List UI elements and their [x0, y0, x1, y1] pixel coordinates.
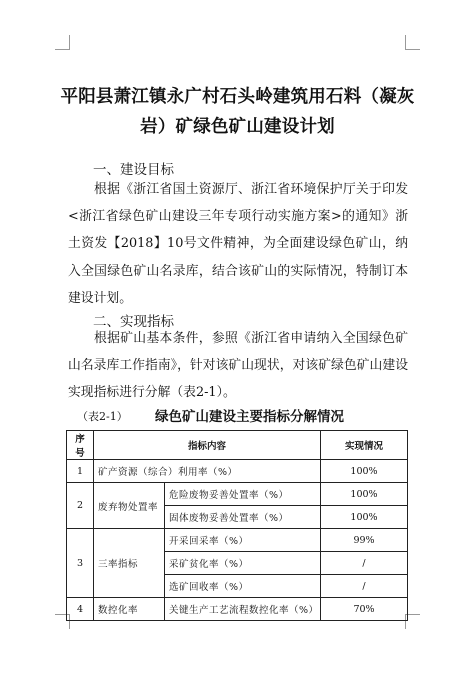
crop-mark-top-right	[405, 35, 420, 50]
row-content: 矿产资源（综合）利用率（%）	[94, 460, 321, 483]
table-row	[67, 460, 408, 483]
row-group: 废弃物处置率	[94, 483, 165, 529]
header-status: 实现情况	[321, 431, 408, 460]
row-content: 开采回采率（%）	[165, 529, 321, 552]
row-content: 选矿回收率（%）	[165, 575, 321, 598]
section2-body: 根据矿山基本条件，参照《浙江省申请纳入全国绿色矿山名录库工作指南》，针对该矿山现状，对该矿绿色矿山建设实现指标进行分解（表2-1）。	[68, 331, 408, 401]
crop-mark-top-left	[55, 35, 70, 50]
row-value: 100%	[321, 483, 408, 506]
row-group: 数控化率	[94, 598, 165, 621]
row-value: 100%	[321, 460, 408, 483]
section1-body: 根据《浙江省国土资源厅、浙江省环境保护厅关于印发<浙江省绿色矿山建设三年专项行动实施方案>的通知》浙土资发【2018】10号文件精神，为全面建设绿色矿山，纳入全国绿色矿山名录库，结合该矿山的实际情况，特制订本建设计划。	[68, 182, 408, 306]
row-number: 1	[67, 460, 94, 483]
section1-heading: 一、建设目标	[93, 162, 174, 178]
indicator-table	[66, 430, 408, 621]
table-row	[67, 598, 408, 621]
row-value: /	[321, 552, 408, 575]
document-title: 平阳县萧江镇永广村石头岭建筑用石料（凝灰岩）矿绿色矿山建设计划	[60, 87, 415, 137]
row-content: 采矿贫化率（%）	[165, 552, 321, 575]
row-number: 2	[67, 483, 94, 529]
table-reference: （表2-1）	[77, 410, 128, 423]
row-number: 4	[67, 598, 94, 621]
row-value: /	[321, 575, 408, 598]
table-row	[67, 529, 408, 552]
header-number: 序号	[67, 431, 94, 460]
row-content: 固体废物妥善处置率（%）	[165, 506, 321, 529]
table-caption: 绿色矿山建设主要指标分解情况	[155, 409, 344, 425]
row-number: 3	[67, 529, 94, 598]
row-content: 危险废物妥善处置率（%）	[165, 483, 321, 506]
row-group: 三率指标	[94, 529, 165, 598]
row-value: 99%	[321, 529, 408, 552]
row-content: 关键生产工艺流程数控化率（%）	[165, 598, 321, 621]
section2-heading: 二、实现指标	[93, 314, 174, 330]
table-row	[67, 483, 408, 506]
table-header-row	[67, 431, 408, 460]
row-value: 100%	[321, 506, 408, 529]
header-content: 指标内容	[94, 431, 321, 460]
row-value: 70%	[321, 598, 408, 621]
